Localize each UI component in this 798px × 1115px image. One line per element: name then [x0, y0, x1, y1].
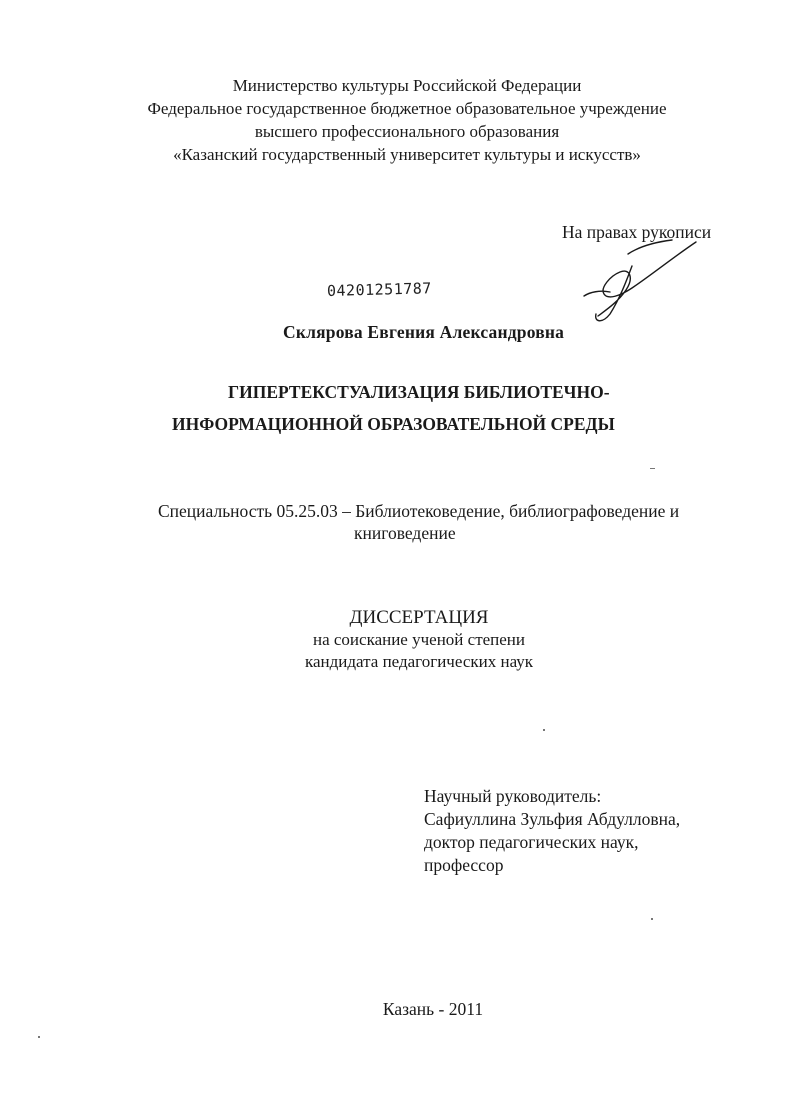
advisor-name: Сафиуллина Зульфия Абдулловна, — [424, 809, 681, 829]
header-line-university-name: «Казанский государственный университет культуры и искусств» — [173, 145, 641, 164]
scan-speck — [651, 918, 653, 920]
dissertation-degree-line-2: кандидата педагогических наук — [304, 652, 534, 671]
scan-speck — [650, 468, 655, 469]
scan-speck — [543, 729, 545, 731]
dissertation-heading: ДИССЕРТАЦИЯ — [349, 607, 489, 628]
header-line-institution-type: Федеральное государственное бюджетное образовательное учреждение — [147, 99, 667, 118]
specialty-line-1: Специальность 05.25.03 – Библиотековедение, библиографоведение и — [158, 501, 680, 521]
dissertation-degree-line-1: на соискание ученой степени — [312, 630, 526, 649]
manuscript-rights-note: На правах рукописи — [562, 222, 712, 242]
header-line-education-level: высшего профессионального образования — [254, 122, 560, 141]
advisor-degree: доктор педагогических наук, — [424, 832, 639, 852]
header-line-ministry: Министерство культуры Российской Федерации — [232, 76, 582, 95]
place-and-year: Казань - 2011 — [382, 999, 484, 1019]
advisor-label: Научный руководитель: — [424, 786, 602, 806]
specialty-line-2: книговедение — [354, 523, 456, 543]
handwritten-signature-icon — [580, 236, 698, 328]
thesis-title-line-2: ИНФОРМАЦИОННОЙ ОБРАЗОВАТЕЛЬНОЙ СРЕДЫ — [172, 414, 615, 434]
registration-number: 04201251787 — [326, 279, 433, 300]
advisor-rank: профессор — [424, 855, 504, 875]
author-name: Склярова Евгения Александровна — [283, 322, 565, 342]
scientific-advisor-block — [424, 785, 680, 877]
thesis-title-line-1: ГИПЕРТЕКСТУАЛИЗАЦИЯ БИБЛИОТЕЧНО- — [228, 382, 610, 402]
scan-speck — [38, 1036, 40, 1038]
institution-header — [8, 74, 798, 166]
